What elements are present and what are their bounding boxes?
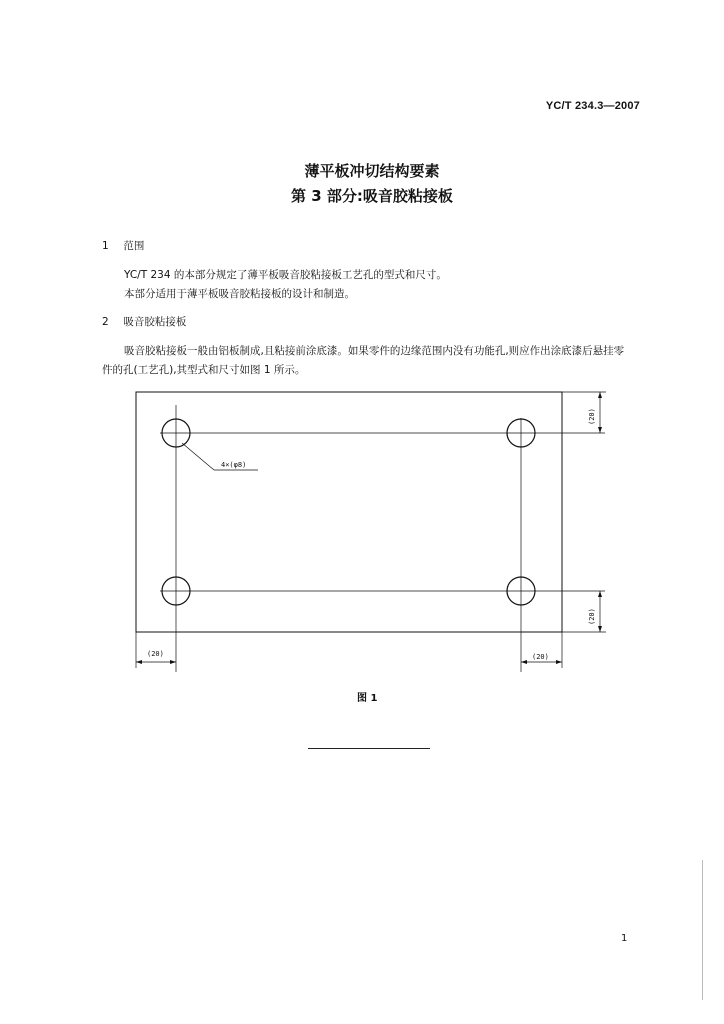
dim-label-bottom-right-h: (20) (532, 653, 549, 661)
section-2-number: 2 (102, 316, 109, 328)
figure-caption: 图 1 (357, 693, 378, 704)
document-subtitle: 第 3 部分:吸音胶粘接板 (291, 187, 453, 205)
section-2-title: 吸音胶粘接板 (123, 316, 187, 328)
section-1-title: 范围 (123, 240, 145, 252)
plate-outline (136, 392, 562, 632)
dim-label-bottom-right: (20) (588, 608, 596, 625)
page-number: 1 (621, 933, 628, 944)
hole-leader-line (182, 443, 214, 470)
document-title: 薄平板冲切结构要素 (304, 162, 440, 180)
dim-label-top-right: (20) (588, 408, 596, 425)
section-1-number: 1 (102, 240, 109, 252)
dim-label-bottom-left: (20) (147, 650, 164, 658)
scan-edge-mark (702, 860, 703, 1000)
section-1-paragraph-1: YC/T 234 的本部分规定了薄平板吸音胶粘接板工艺孔的型式和尺寸。 (124, 269, 447, 281)
hole-callout-label: 4×(φ8) (221, 461, 247, 469)
section-2-paragraph: 吸音胶粘接板一般由铝板制成,且粘接前涂底漆。如果零件的边缘范围内没有功能孔,则应作出涂底漆后悬挂零件的孔(工艺孔),其型式和尺寸如图 1 所示。 (102, 345, 625, 376)
section-1-paragraph-2: 本部分适用于薄平板吸音胶粘接板的设计和制造。 (124, 288, 355, 300)
standard-code: YC/T 234.3—2007 (545, 100, 640, 112)
end-rule (308, 748, 430, 749)
